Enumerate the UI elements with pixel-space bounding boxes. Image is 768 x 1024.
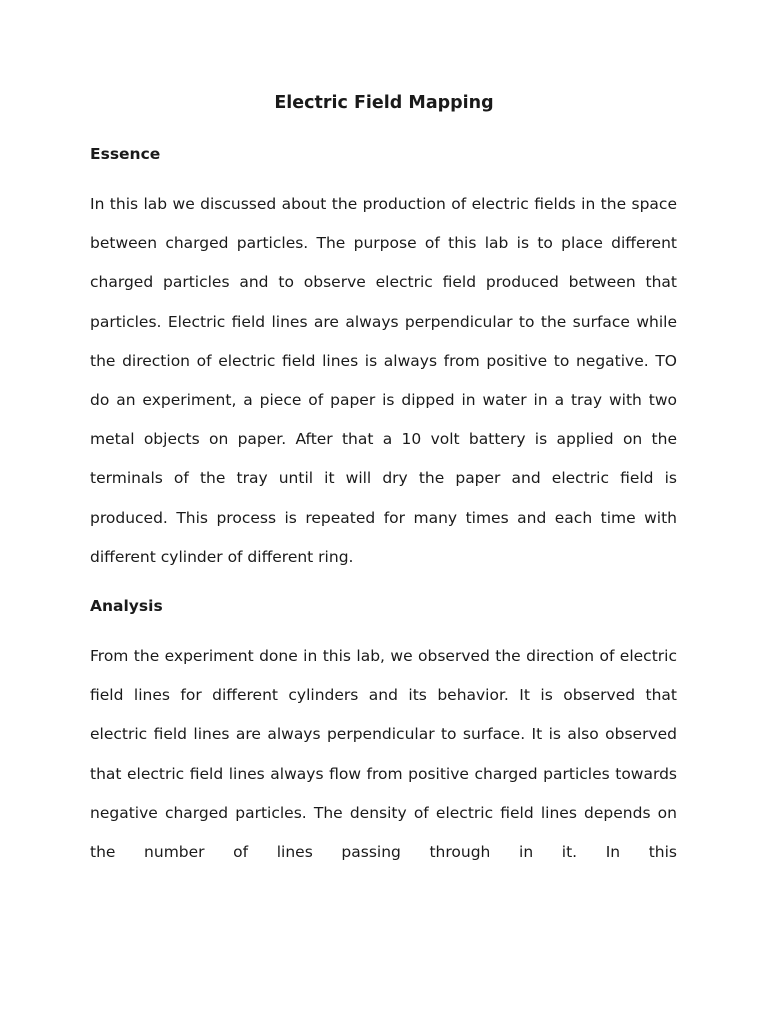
document-title: Electric Field Mapping	[274, 93, 494, 113]
section-body-essence: In this lab we discussed about the production of electric fields in the space between charged particles. The purpose of this lab is to place different charged particles and to observe electric field produced between that particles. Electric field lines are always perpendicular to the surface while the direction of electric field lines is always from positive to negative. TO do an experiment, a piece of paper is dipped in water in a tray with two metal objects on paper. After that a 10 volt battery is applied on the terminals of the tray until it will dry the paper and electric field is produced. This process is repeated for many times and each time with different cylinder of different ring.	[90, 195, 677, 566]
section-heading-essence: Essence	[90, 145, 161, 163]
section-heading-analysis: Analysis	[90, 597, 163, 615]
section-body-analysis: From the experiment done in this lab, we observed the direction of electric field lines for different cylinders and its behavior. It is observed that electric field lines are always perpendicular to surface. It is also observed that electric field lines always flow from positive charged particles towards negative charged particles. The density of electric field lines depends on the number of lines passing through in it. In this	[90, 647, 677, 862]
